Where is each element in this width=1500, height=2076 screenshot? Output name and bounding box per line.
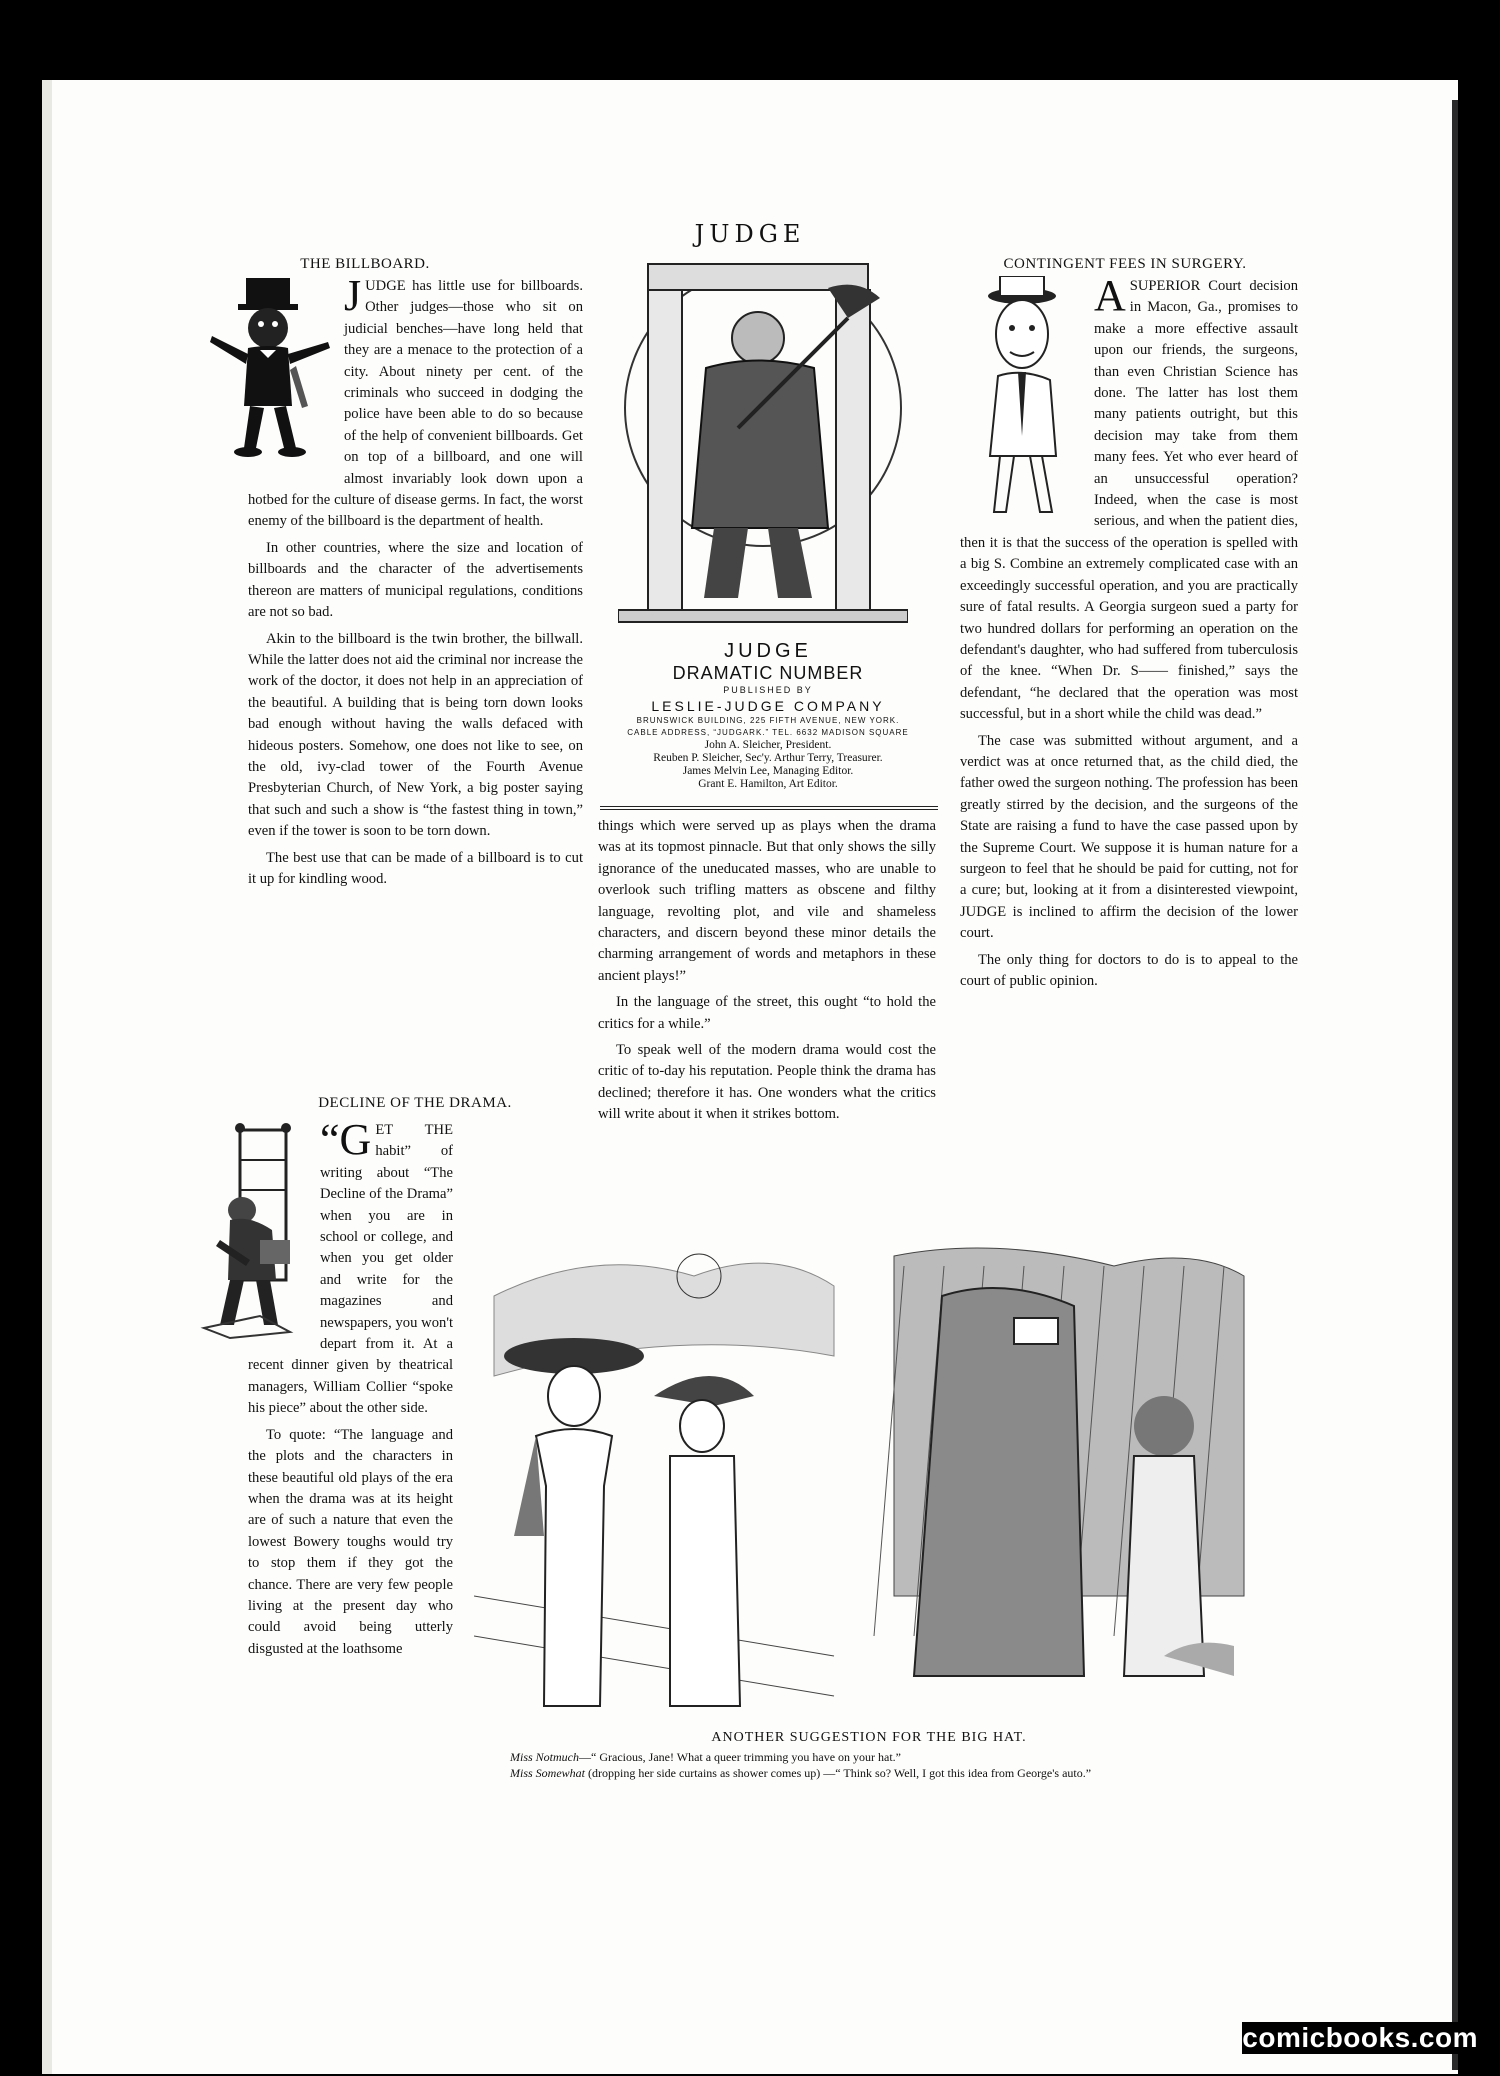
masthead xyxy=(598,640,938,791)
judge-throne-illustration xyxy=(618,258,908,636)
page-spine xyxy=(42,80,52,2074)
playwright-chair-illustration xyxy=(200,1120,312,1340)
billboard-dropcap: J xyxy=(344,271,362,320)
page-header: JUDGE xyxy=(694,220,806,248)
masthead-cable: CABLE ADDRESS, “JUDGARK.” TEL. 6632 MADISON SQUARE xyxy=(627,728,909,737)
drama-continuation-3: To speak well of the modern drama would cost the critic of to-day his reputation. People think the drama has declined; therefore it has. One wonders what the critics will write about it when it strikes bottom. xyxy=(598,1042,936,1123)
page-edge xyxy=(1452,100,1458,2070)
masthead-number: DRAMATIC NUMBER xyxy=(672,663,864,683)
watermark: comicbooks.com xyxy=(1242,2022,1478,2053)
caption-speaker-1: Miss Notmuch xyxy=(510,1750,579,1764)
caption-speaker-2: Miss Somewhat xyxy=(510,1766,585,1780)
cartoon-caption-1 xyxy=(510,1750,1290,1765)
masthead-staff-2: Reuben P. Sleicher, Sec'y. Arthur Terry, Treasurer. xyxy=(653,752,883,764)
billboard-article xyxy=(248,271,583,895)
masthead-company: LESLIE-JUDGE COMPANY xyxy=(651,698,885,714)
caption-line-2: (dropping her side curtains as shower comes up) —“ Think so? Well, I got this idea from George's auto.” xyxy=(585,1766,1092,1780)
big-hat-cartoon xyxy=(474,1236,1264,1726)
surgery-paragraph-3: The only thing for doctors to do is to appeal to the court of public opinion. xyxy=(960,951,1298,989)
billboard-paragraph-4: The best use that can be made of a billboard is to cut it up for kindling wood. xyxy=(248,849,583,887)
surgery-article xyxy=(960,271,1298,997)
drama-continuation-1: things which were served up as plays when the drama was at its topmost pinnacle. But that only shows the silly ignorance of the uneducated masses, who are unable to overlook such trifling matters as obscene and filthy language, revolting plot, and vile and shameless characters, and discern beyond these minor details the charming arrangement of words and metaphors in these ancient plays!” xyxy=(598,818,936,984)
cartoon-title: ANOTHER SUGGESTION FOR THE BIG HAT. xyxy=(711,1730,1027,1745)
drama-article xyxy=(248,1115,453,1665)
masthead-address: BRUNSWICK BUILDING, 225 FIFTH AVENUE, NEW YORK. xyxy=(636,716,900,725)
drama-paragraph-1: ET THE habit” of writing about “The Decline of the Drama” when you are in school or college, and when you get older and write for the magazines and newspapers, you won't depart from it. At a recent dinner given by theatrical managers, William Collier “spoke his piece” about the other side. xyxy=(248,1122,453,1417)
surgery-paragraph-2: The case was submitted without argument, and a verdict was at once returned that, as the child died, the father owed the surgeon nothing. The profession has been greatly stirred by the decision, and the surgeons of the State are raising a fund to have the case passed upon by the Supreme Court. We suppose it is human nature for a surgeon to feel that he should be paid for cutting, not for a cure; but, looking at it from a disinterested viewpoint, JUDGE is inclined to affirm the decision of the lower court. xyxy=(960,732,1298,942)
surgeon-caricature-illustration xyxy=(960,276,1086,526)
masthead-staff-1: John A. Sleicher, President. xyxy=(704,739,832,751)
billboard-paragraph-3: Akin to the billboard is the twin brother, the billwall. While the latter does not aid the criminal nor increase the work of the doctor, it does not help in an appreciation of the beautiful. A building that is being torn down looks bad enough without having the walls defaced with hideous posters. Somehow, one does not like to see, on the old, ivy-clad tower of the Fourth Avenue Presbyterian Church, of New York, a big poster saying that such and such a show is “the fastest thing in town,” even if the tower is soon to be torn down. xyxy=(248,630,583,840)
drama-continuation xyxy=(598,816,936,1131)
masthead-staff-4: Grant E. Hamilton, Art Editor. xyxy=(698,778,838,790)
judge-figure-illustration xyxy=(208,276,336,466)
billboard-paragraph-1: UDGE has little use for billboards. Other judges—those who sit on judicial benches—have long held that they are a menace to the protection of a city. About ninety per cent. of the criminals who succeed in dodging the police have been able to do so because of the help of convenient billboards. Get on top of a billboard, and one will almost invariably look down upon a hotbed for the culture of disease germs. In fact, the worst enemy of the billboard is the department of health. xyxy=(248,278,583,530)
drama-title: DECLINE OF THE DRAMA. xyxy=(318,1095,512,1111)
masthead-staff-3: James Melvin Lee, Managing Editor. xyxy=(682,765,854,777)
billboard-title: THE BILLBOARD. xyxy=(300,256,430,272)
drama-dropcap: “G xyxy=(320,1115,372,1164)
masthead-published-by: PUBLISHED BY xyxy=(723,685,813,695)
surgery-paragraph-1: SUPERIOR Court decision in Macon, Ga., promises to make a more effective assault upon our friends, the surgeons, than even Christian Science has done. The latter has lost them many patients outright, but this decision may take from them many fees. Yet who ever heard of an unsuccessful operation? Indeed, when the case is most serious, and when the patient dies, then it is that the success of the operation is spelled with a big S. Combine an extremely complicated case with an exceedingly successful operation, and you are practically sure of fatal results. A Georgia surgeon sued a party for two hundred dollars for performing an operation on the defendant's daughter, who had suffered from tuberculosis of the knee. “When Dr. S—— finished,” says the defendant, “he declared that the operation was most successful, but in a short while the child was dead.” xyxy=(960,278,1298,723)
masthead-rule xyxy=(600,806,938,810)
masthead-name: JUDGE xyxy=(724,640,812,662)
caption-line-1: —“ Gracious, Jane! What a queer trimming you have on your hat.” xyxy=(579,1750,902,1764)
surgery-title: CONTINGENT FEES IN SURGERY. xyxy=(1003,256,1247,272)
drama-continuation-2: In the language of the street, this ought “to hold the critics for a while.” xyxy=(598,994,936,1032)
billboard-paragraph-2: In other countries, where the size and location of billboards and the character of the advertisements thereon are matters of municipal regulations, conditions are not so bad. xyxy=(248,539,583,621)
cartoon-caption-2 xyxy=(480,1766,1250,1781)
surgery-dropcap: A xyxy=(1094,271,1126,320)
drama-paragraph-2: To quote: “The language and the plots and the characters in these beautiful old plays of the era when the drama was at its height are of such a nature that even the lowest Bowery toughs would try to stop them if they got the chance. There are very few people living at the present day who could avoid being utterly disgusted at the loathsome xyxy=(248,1426,453,1657)
